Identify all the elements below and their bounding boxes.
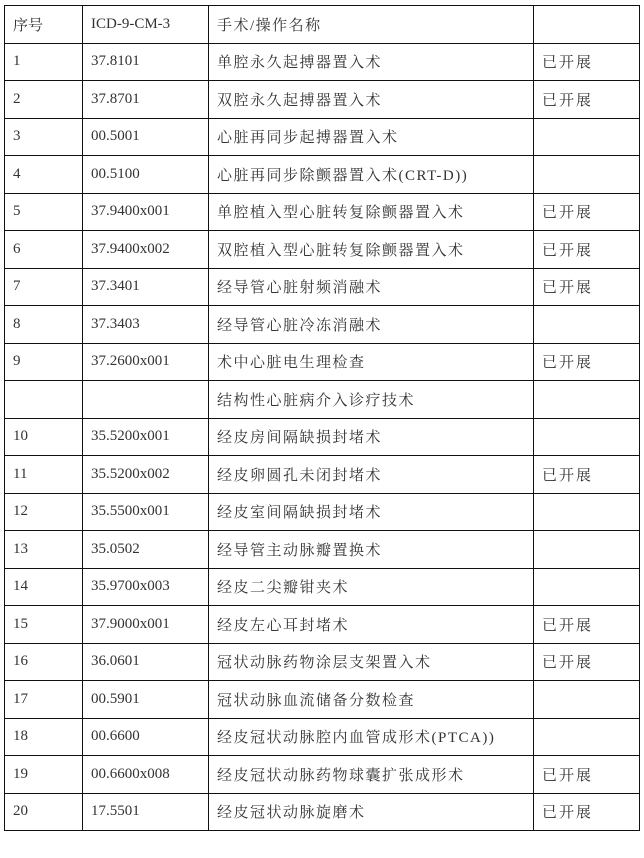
row-index: 3	[5, 118, 83, 156]
row-status	[534, 568, 640, 606]
table-row	[5, 81, 640, 119]
row-index: 17	[5, 681, 83, 719]
row-index: 20	[5, 793, 83, 831]
table-row	[5, 643, 640, 681]
row-code: 00.6600	[83, 718, 209, 756]
row-status	[534, 381, 640, 419]
row-index: 10	[5, 418, 83, 456]
row-code: 00.5001	[83, 118, 209, 156]
row-status	[534, 118, 640, 156]
row-code: 37.9000x001	[83, 606, 209, 644]
row-name: 心脏再同步起搏器置入术	[209, 118, 534, 156]
header-name: 手术/操作名称	[209, 6, 534, 44]
table-row	[5, 156, 640, 194]
row-status	[534, 681, 640, 719]
row-name: 经皮室间隔缺损封堵术	[209, 493, 534, 531]
table-row	[5, 493, 640, 531]
row-index: 18	[5, 718, 83, 756]
row-code: 37.2600x001	[83, 343, 209, 381]
table-row	[5, 231, 640, 269]
row-status	[534, 156, 640, 194]
procedure-table	[4, 5, 640, 831]
row-index: 6	[5, 231, 83, 269]
row-name: 单腔植入型心脏转复除颤器置入术	[209, 193, 534, 231]
row-name: 经皮冠状动脉腔内血管成形术(PTCA))	[209, 718, 534, 756]
row-index: 9	[5, 343, 83, 381]
row-name: 经皮卵圆孔未闭封堵术	[209, 456, 534, 494]
row-status	[534, 306, 640, 344]
row-index: 15	[5, 606, 83, 644]
row-code: 37.9400x001	[83, 193, 209, 231]
table-row	[5, 118, 640, 156]
table-row	[5, 568, 640, 606]
row-name: 双腔永久起搏器置入术	[209, 81, 534, 119]
table-row	[5, 756, 640, 794]
row-index: 7	[5, 268, 83, 306]
row-index: 5	[5, 193, 83, 231]
header-status	[534, 6, 640, 44]
row-name: 结构性心脏病介入诊疗技术	[209, 381, 534, 419]
row-name: 术中心脏电生理检查	[209, 343, 534, 381]
row-name: 冠状动脉药物涂层支架置入术	[209, 643, 534, 681]
table-row	[5, 193, 640, 231]
row-name: 冠状动脉血流储备分数检查	[209, 681, 534, 719]
row-status: 已开展	[534, 606, 640, 644]
row-status: 已开展	[534, 268, 640, 306]
row-index: 8	[5, 306, 83, 344]
row-name: 经导管心脏冷冻消融术	[209, 306, 534, 344]
row-code: 35.9700x003	[83, 568, 209, 606]
row-code: 17.5501	[83, 793, 209, 831]
row-status	[534, 531, 640, 569]
row-code: 36.0601	[83, 643, 209, 681]
header-index: 序号	[5, 6, 83, 44]
row-name: 经导管主动脉瓣置换术	[209, 531, 534, 569]
row-status: 已开展	[534, 43, 640, 81]
row-name: 经皮冠状动脉药物球囊扩张成形术	[209, 756, 534, 794]
table-row	[5, 681, 640, 719]
row-code: 37.8701	[83, 81, 209, 119]
row-status: 已开展	[534, 81, 640, 119]
row-code: 00.5901	[83, 681, 209, 719]
row-code: 00.5100	[83, 156, 209, 194]
row-name: 经导管心脏射频消融术	[209, 268, 534, 306]
table-row	[5, 793, 640, 831]
row-name: 经皮二尖瓣钳夹术	[209, 568, 534, 606]
table-row	[5, 718, 640, 756]
row-name: 经皮冠状动脉旋磨术	[209, 793, 534, 831]
row-name: 心脏再同步除颤器置入术(CRT-D))	[209, 156, 534, 194]
table-row	[5, 456, 640, 494]
row-name: 单腔永久起搏器置入术	[209, 43, 534, 81]
row-code: 35.5200x001	[83, 418, 209, 456]
row-index: 19	[5, 756, 83, 794]
table-row	[5, 306, 640, 344]
table-row	[5, 381, 640, 419]
row-code: 37.3403	[83, 306, 209, 344]
row-name: 双腔植入型心脏转复除颤器置入术	[209, 231, 534, 269]
table-row	[5, 606, 640, 644]
row-status	[534, 418, 640, 456]
row-index: 1	[5, 43, 83, 81]
row-code: 35.5200x002	[83, 456, 209, 494]
row-index: 14	[5, 568, 83, 606]
row-code: 00.6600x008	[83, 756, 209, 794]
table-row	[5, 43, 640, 81]
row-index: 12	[5, 493, 83, 531]
row-code: 35.5500x001	[83, 493, 209, 531]
row-status: 已开展	[534, 756, 640, 794]
table-header-row	[5, 6, 640, 44]
row-status: 已开展	[534, 343, 640, 381]
row-index	[5, 381, 83, 419]
row-code: 35.0502	[83, 531, 209, 569]
row-status: 已开展	[534, 643, 640, 681]
table-row	[5, 268, 640, 306]
row-index: 2	[5, 81, 83, 119]
row-index: 4	[5, 156, 83, 194]
row-index: 13	[5, 531, 83, 569]
table-row	[5, 418, 640, 456]
row-status: 已开展	[534, 193, 640, 231]
row-status	[534, 718, 640, 756]
row-name: 经皮左心耳封堵术	[209, 606, 534, 644]
row-index: 11	[5, 456, 83, 494]
row-name: 经皮房间隔缺损封堵术	[209, 418, 534, 456]
row-status: 已开展	[534, 793, 640, 831]
header-code: ICD-9-CM-3	[83, 6, 209, 44]
table-row	[5, 531, 640, 569]
row-code: 37.8101	[83, 43, 209, 81]
row-code: 37.3401	[83, 268, 209, 306]
row-code: 37.9400x002	[83, 231, 209, 269]
row-code	[83, 381, 209, 419]
row-status: 已开展	[534, 456, 640, 494]
row-status	[534, 493, 640, 531]
table-row	[5, 343, 640, 381]
row-status: 已开展	[534, 231, 640, 269]
row-index: 16	[5, 643, 83, 681]
